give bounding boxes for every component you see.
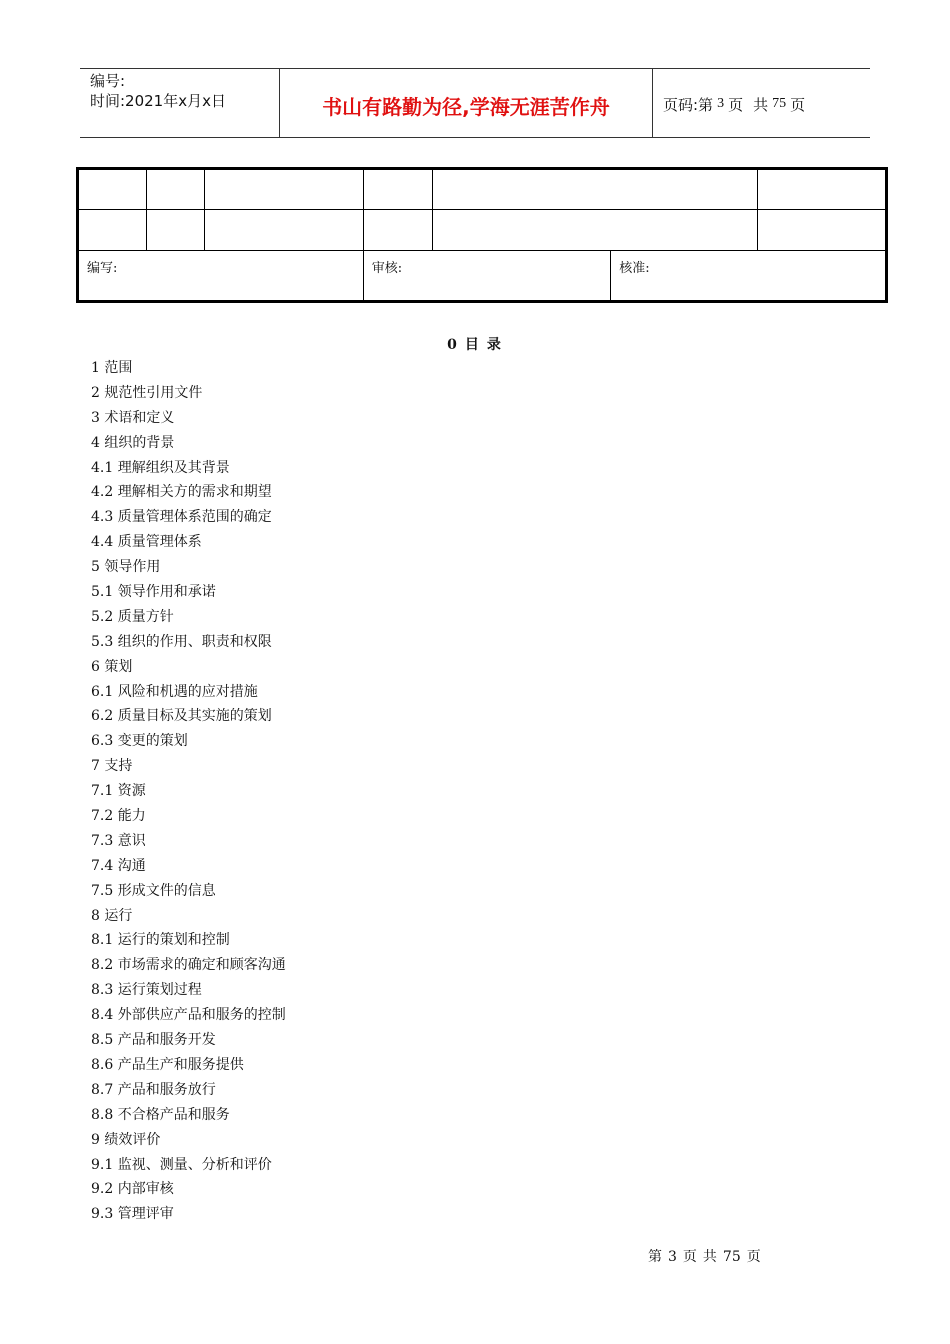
table-cell (432, 169, 757, 210)
toc-item: 1 范围 (91, 360, 133, 376)
document-header (80, 68, 870, 138)
toc-item: 8.6 产品生产和服务提供 (91, 1056, 244, 1073)
toc-title-number: 0 (447, 337, 459, 353)
reviewed-by-cell: 审核: (363, 251, 611, 302)
signature-row (78, 251, 887, 302)
table-of-contents (91, 357, 286, 1228)
toc-item: 4.4 质量管理体系 (91, 534, 202, 551)
table-cell (147, 169, 205, 210)
toc-item: 8 运行 (91, 907, 133, 924)
page-current: 3 (717, 96, 725, 111)
table-cell (757, 210, 886, 251)
table-row (78, 210, 887, 251)
toc-item: 7.3 意识 (91, 832, 146, 849)
page-footer (648, 1246, 767, 1266)
table-cell (78, 210, 147, 251)
toc-item: 6.3 变更的策划 (91, 733, 188, 750)
toc-item: 8.7 产品和服务放行 (91, 1081, 216, 1098)
toc-item: 7.1 资源 (91, 783, 146, 800)
toc-title-char-2: 录 (486, 337, 503, 353)
toc-item: 8.3 运行策划过程 (91, 982, 202, 999)
page-total-prefix: 共 (753, 95, 769, 114)
footer-text: 第 (648, 1249, 662, 1265)
footer-text: 页 (746, 1249, 761, 1265)
table-cell (363, 169, 432, 210)
toc-item: 7.4 沟通 (91, 857, 146, 874)
toc-item: 5.3 组织的作用、职责和权限 (91, 633, 272, 650)
toc-item: 5.2 质量方针 (91, 608, 174, 625)
footer-text: 页 (682, 1249, 697, 1265)
header-motto: 书山有路勤为径,学海无涯苦作舟 (280, 69, 653, 137)
header-meta (80, 69, 280, 137)
page-mid: 页 (728, 95, 744, 114)
toc-item: 6.1 风险和机遇的应对措施 (91, 683, 258, 700)
toc-item: 7 支持 (91, 758, 133, 775)
document-time-label: 时间:2021年x月x日 (90, 92, 226, 110)
toc-item: 7.2 能力 (91, 808, 146, 825)
toc-item: 4 组织的背景 (91, 434, 175, 451)
toc-item: 8.5 产品和服务开发 (91, 1032, 216, 1049)
toc-item: 2 规范性引用文件 (91, 384, 203, 401)
written-by-cell: 编写: (78, 251, 364, 302)
toc-item: 6 策划 (91, 658, 133, 675)
footer-text: 共 (702, 1249, 717, 1265)
table-cell (205, 169, 363, 210)
table-row (78, 169, 887, 210)
toc-item: 9 绩效评价 (91, 1131, 161, 1148)
toc-item: 8.8 不合格产品和服务 (91, 1106, 230, 1123)
table-cell (205, 210, 363, 251)
toc-item: 8.4 外部供应产品和服务的控制 (91, 1007, 286, 1024)
toc-item: 7.5 形成文件的信息 (91, 882, 216, 899)
footer-page-number: 3 (668, 1249, 677, 1265)
toc-item: 5 领导作用 (91, 559, 161, 576)
toc-item: 8.1 运行的策划和控制 (91, 932, 230, 949)
toc-item: 5.1 领导作用和承诺 (91, 584, 216, 601)
document-number-label: 编号: (90, 72, 126, 90)
table-cell (432, 210, 757, 251)
toc-item: 8.2 市场需求的确定和顾客沟通 (91, 957, 286, 974)
toc-item: 4.2 理解相关方的需求和期望 (91, 484, 272, 501)
toc-item: 4.3 质量管理体系范围的确定 (91, 509, 272, 526)
toc-item: 9.2 内部审核 (91, 1181, 174, 1198)
table-cell (757, 169, 886, 210)
header-page-info (653, 69, 870, 137)
toc-title (0, 334, 950, 354)
table-cell (363, 210, 432, 251)
toc-item: 3 术语和定义 (91, 409, 175, 426)
toc-item: 9.3 管理评审 (91, 1206, 174, 1223)
table-cell (147, 210, 205, 251)
revision-record-table (76, 167, 888, 303)
table-cell (78, 169, 147, 210)
footer-total-pages: 75 (722, 1249, 741, 1265)
toc-title-char-1: 目 (464, 337, 481, 353)
approved-by-cell: 核准: (611, 251, 887, 302)
toc-item: 4.1 理解组织及其背景 (91, 459, 230, 476)
page-total-suffix: 页 (790, 95, 806, 114)
page-total: 75 (772, 96, 787, 111)
toc-item: 9.1 监视、测量、分析和评价 (91, 1156, 272, 1173)
toc-item: 6.2 质量目标及其实施的策划 (91, 708, 272, 725)
page-prefix: 页码:第 (663, 95, 714, 114)
